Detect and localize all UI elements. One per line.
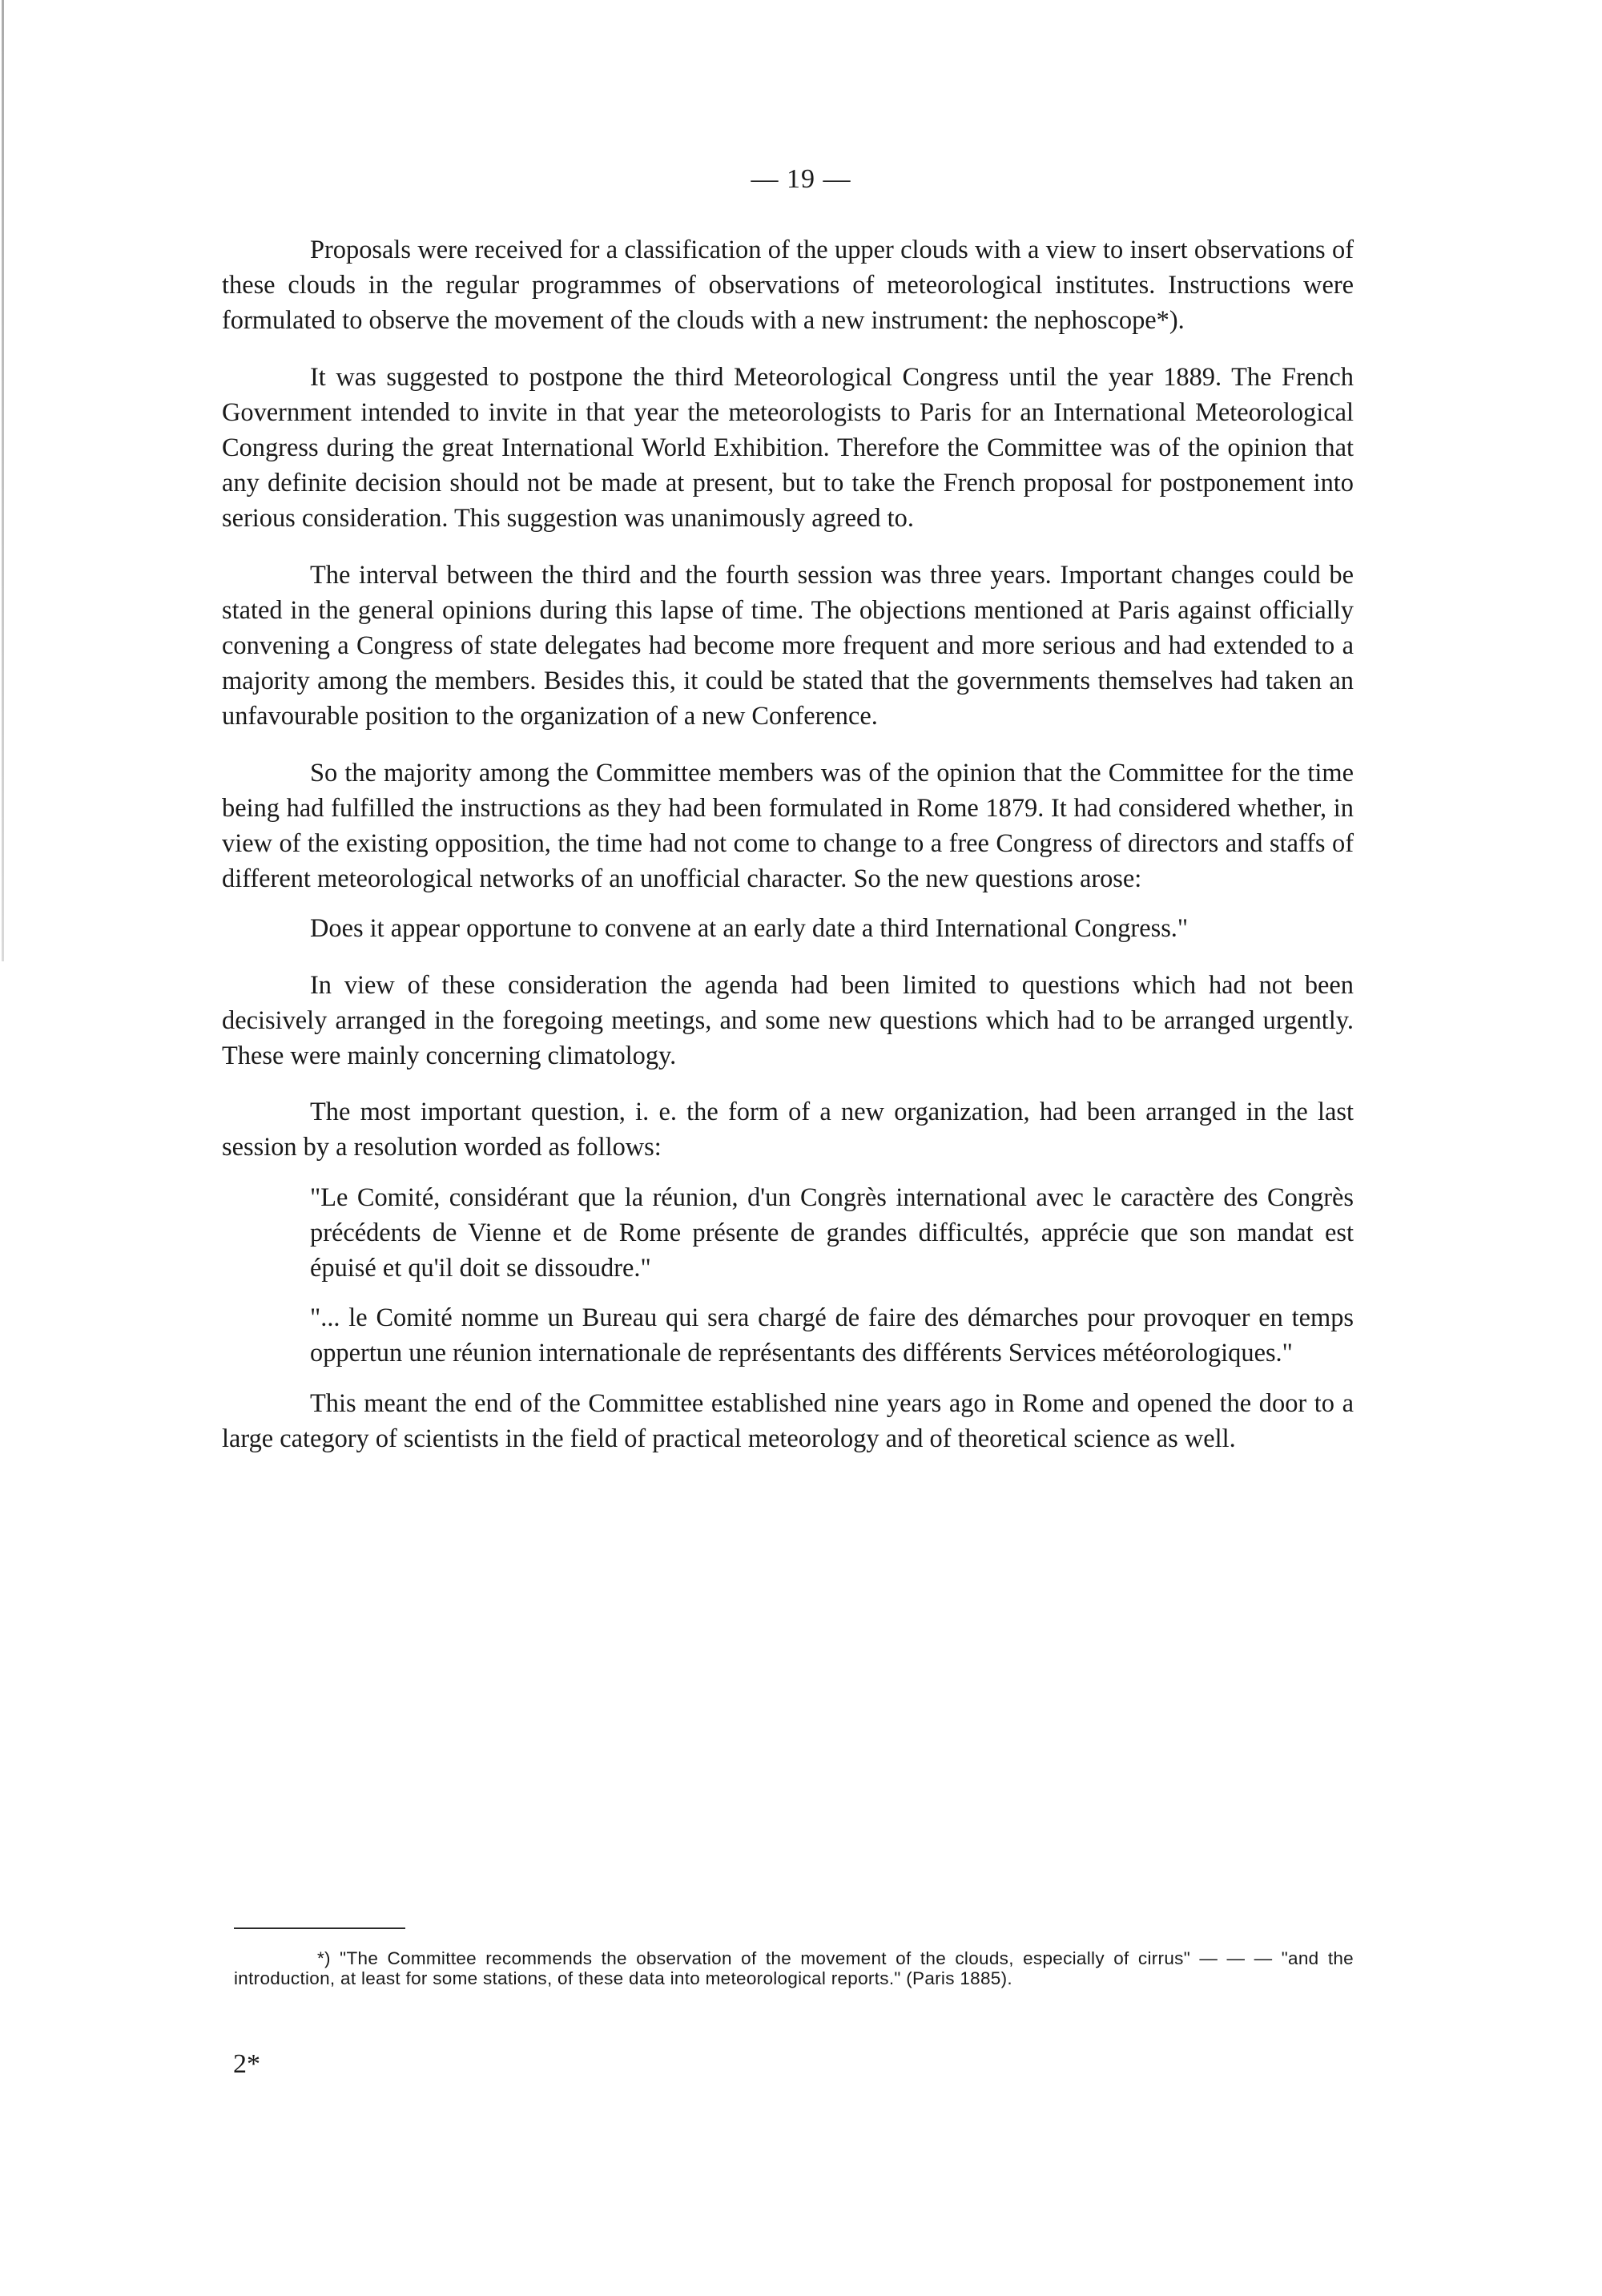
paragraph-interval: The interval between the third and the fourth session was three years. Important changes could be stated in the general opinions during this lapse of time. The objections mentioned at Paris against officially convening a Congress of state delegates had become more frequent and more serious and had extended to a majority among the members. Besides this, it could be stated that the governments themselves had taken an unfavourable position to the organization of a new Conference.: [222, 560, 1354, 731]
footnote-text: *) "The Committee recommends the observation of the movement of the clouds, especially of cirrus" — — — "and the introduction, at least for some stations, of these data into meteorological reports." (Paris 1885).: [234, 1948, 1354, 1988]
signature-mark: 2*: [233, 2049, 260, 2079]
page-number-text: — 19 —: [751, 164, 851, 194]
paragraph-french-resolution-1: "Le Comité, considérant que la réunion, d'un Congrès international avec le caractère des Congrès précédents de Vienne et de Rome présente de grandes difficultés, apprécie que son mandat est épuisé et qu'il doit se dissoudre.": [310, 1182, 1354, 1283]
footnote: [234, 1948, 1354, 1988]
page-number: [0, 164, 1602, 195]
paragraph-agenda: In view of these consideration the agenda had been limited to questions which had not been decisively arranged in the foregoing meetings, and some new questions which had to be arranged urgently. These were mainly concerning climatology.: [222, 970, 1354, 1071]
footnote-divider: [234, 1927, 405, 1929]
paragraph-upper-clouds: Proposals were received for a classification of the upper clouds with a view to insert observations of these clouds in the regular programmes of observations of meteorological institutes. Instructions were formulated to observe the movement of the clouds with a new instrument: the nephoscope*).: [222, 236, 1354, 336]
main-text: [222, 232, 1354, 1456]
paragraph-postpone-congress: It was suggested to postpone the third Meteorological Congress until the year 1889. The French Government intended to invite in that year the meteorologists to Paris for an International Meteorological Congress during the great International World Exhibition. Therefore the Committee was of the opinion that any definite decision should not be made at present, but to take the French proposal for postponement into serious consideration. This suggestion was unanimously agreed to.: [222, 362, 1354, 534]
paragraph-question-quote: Does it appear opportune to convene at an early date a third International Congress.": [310, 914, 1189, 944]
paragraph-french-resolution-2: "... le Comité nomme un Bureau qui sera chargé de faire des démarches pour provoquer en temps oppertun une réunion internationale de représentants des différents Services météorologiques.": [310, 1303, 1354, 1368]
page-binding-edge: [2, 0, 4, 961]
paragraph-committee-majority: So the majority among the Committee members was of the opinion that the Committee for the time being had fulfilled the instructions as they had been formulated in Rome 1879. It had considered whether, in view of the existing opposition, the time had not come to change to a free Congress of directors and staffs of different meteorological networks of an unofficial character. So the new questions arose:: [222, 758, 1354, 894]
paragraph-important-question: The most important question, i. e. the form of a new organization, had been arranged in the last session by a resolution worded as follows:: [222, 1098, 1354, 1162]
paragraph-conclusion: This meant the end of the Committee established nine years ago in Rome and opened the door to a large category of scientists in the field of practical meteorology and of theoretical science as well.: [222, 1388, 1354, 1453]
